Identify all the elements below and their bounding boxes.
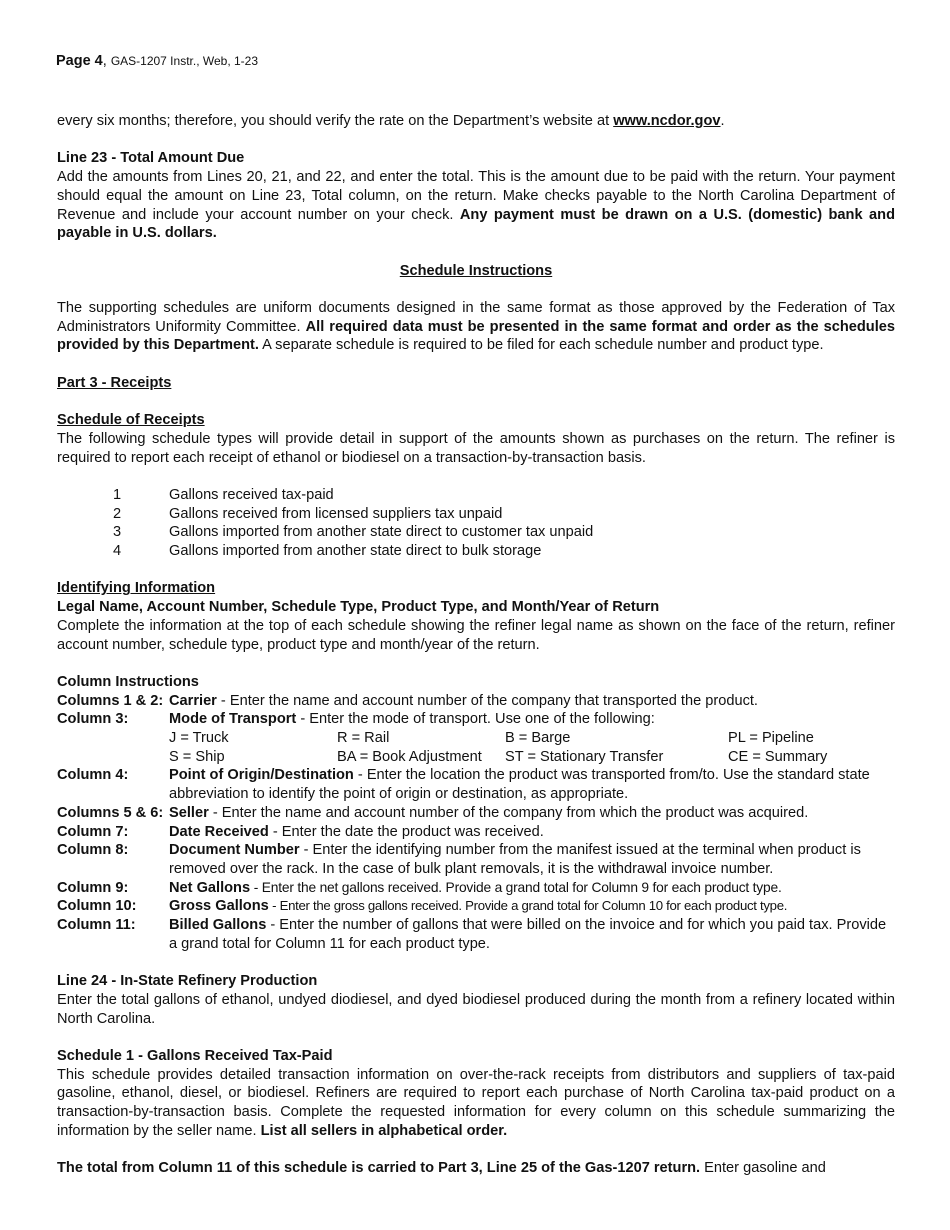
receipts-paragraph: The following schedule types will provide detail in support of the amounts shown as purchases on the return. The refiner is required to report each receipt of ethanol or biodiesel on a transaction-by-transaction basis. — [57, 430, 895, 466]
column-instruction-row — [57, 879, 895, 898]
column-term: Billed Gallons — [169, 917, 267, 934]
column-term: Gross Gallons — [169, 898, 269, 915]
final-text: Enter gasoline and — [700, 1160, 826, 1177]
schedule1-text: This schedule provides detailed transaction information on over-the-rack receipts from distributors and suppliers of tax-paid gasoline, ethanol, diesel, or biodiesel. Refiners are required to report each purchase of North Carolina tax-paid product on a transaction-by-transaction basis. Complete the requested information for every column on this schedule summarizing the information by the seller name. — [57, 1066, 895, 1139]
schedule-bold-text: All required data must be presented in the same format and order as the schedules provided by this Department. — [57, 318, 895, 354]
receipt-types-list — [57, 486, 895, 561]
header-separator: , — [102, 53, 107, 69]
identifying-heading: Identifying Information — [57, 580, 216, 597]
list-item-number: 2 — [113, 505, 122, 522]
schedule-instructions-heading: Schedule Instructions — [399, 262, 553, 279]
schedule1-heading: Schedule 1 - Gallons Received Tax-Paid — [57, 1048, 333, 1064]
column-label: Column 10: — [57, 898, 137, 915]
column-instruction-row — [57, 692, 895, 711]
line23-paragraph — [57, 168, 895, 243]
line24-paragraph: Enter the total gallons of ethanol, undyed diodiesel, and dyed biodiesel produced during the month from a refinery located within North Carolina. — [57, 991, 895, 1027]
ncdor-link[interactable]: www.ncdor.gov — [613, 113, 721, 129]
column-text: - Enter the name and account number of the company from which the product was acquired. — [208, 804, 809, 821]
column-term: Carrier — [169, 692, 217, 709]
column-label: Column 3: — [57, 711, 129, 728]
schedule-text-1: The supporting schedules are uniform documents designed in the same format as those approved by the Federation of Tax Administrators Uniformity Committee. — [57, 299, 895, 335]
column-text: - Enter the identifying number from the manifest issued at the terminal when product is removed over the rack. In the case of bulk plant removals, it is the withdrawal invoice number. — [169, 842, 861, 877]
schedule-text-2: A separate schedule is required to be filed for each schedule number and product type. — [258, 337, 824, 354]
mode-code: PL = Pipeline — [728, 730, 814, 747]
part3-heading: Part 3 - Receipts — [57, 374, 172, 391]
page-number: Page 4 — [56, 53, 103, 69]
column-text: - Enter the number of gallons that were billed on the invoice and for which you paid tax. Provide a grand total for Column 11 for each product type. — [169, 917, 887, 952]
list-item — [113, 542, 895, 561]
list-item-label: Gallons received from licensed suppliers tax unpaid — [169, 505, 503, 522]
column-instructions-heading: Column Instructions — [57, 673, 199, 690]
list-item-label: Gallons imported from another state direct to customer tax unpaid — [169, 524, 594, 541]
intro-text: every six months; therefore, you should verify the rate on the Department’s website at — [57, 113, 614, 129]
receipts-heading: Schedule of Receipts — [57, 412, 205, 429]
column-instruction-row — [57, 916, 895, 953]
identifying-subheading: Legal Name, Account Number, Schedule Type, Product Type, and Month/Year of Return — [57, 599, 660, 616]
column-label: Columns 1 & 2: — [57, 692, 164, 709]
column-label: Column 4: — [57, 767, 129, 784]
mode-code: BA = Book Adjustment — [337, 748, 482, 765]
column-label: Column 7: — [57, 823, 129, 840]
column-text: - Enter the location the product was transported from/to. Use the standard state abbreviation to identify the point of origin or destination, as appropriate. — [169, 767, 870, 803]
column-term: Document Number — [169, 842, 300, 859]
column-text: - Enter the mode of transport. Use one of the following: — [296, 711, 655, 728]
schedule1-bold-text: List all sellers in alphabetical order. — [260, 1122, 508, 1139]
list-item — [113, 523, 895, 542]
line23-text: Add the amounts from Lines 20, 21, and 22, and enter the total. This is the amount due to be paid with the return. Your payment should equal the amount on Line 23, Total column, on the return. Make checks payable to the North Carolina Department of Revenue and include your account number on your check. — [57, 169, 895, 223]
final-paragraph — [57, 1159, 895, 1178]
column-instruction-row — [57, 804, 895, 823]
list-item — [113, 505, 895, 524]
column-text: - Enter the date the product was received. — [268, 823, 544, 840]
list-item — [113, 486, 895, 505]
column-term: Seller — [169, 804, 209, 821]
line24-heading: Line 24 - In-State Refinery Production — [57, 973, 318, 990]
intro-end: . — [720, 113, 725, 129]
column-term: Date Received — [169, 823, 269, 840]
mode-code: S = Ship — [169, 748, 225, 765]
column-label: Column 9: — [57, 879, 129, 896]
transport-modes-grid — [169, 729, 895, 766]
page-header — [56, 53, 258, 69]
column-term: Mode of Transport — [169, 711, 297, 728]
list-item-number: 4 — [113, 543, 122, 560]
document-body — [57, 112, 895, 1178]
schedule1-paragraph — [57, 1066, 895, 1141]
column-term: Net Gallons — [169, 879, 251, 896]
column-label: Column 11: — [57, 917, 136, 934]
mode-code: B = Barge — [505, 730, 571, 747]
schedule-instructions-paragraph — [57, 299, 895, 355]
column-text: - Enter the net gallons received. Provide a grand total for Column 9 for each product type. — [250, 879, 782, 895]
mode-code: ST = Stationary Transfer — [505, 748, 664, 765]
column-text: - Enter the name and account number of the company that transported the product. — [216, 692, 758, 709]
column-instruction-row — [57, 710, 895, 766]
list-item-label: Gallons imported from another state direct to bulk storage — [169, 543, 542, 560]
mode-code: CE = Summary — [728, 748, 828, 765]
intro-paragraph — [57, 112, 895, 131]
line23-bold-text: Any payment must be drawn on a U.S. (domestic) bank and payable in U.S. dollars. — [57, 206, 895, 242]
column-term: Point of Origin/Destination — [169, 767, 354, 784]
list-item-number: 1 — [113, 486, 122, 503]
column-label: Column 8: — [57, 842, 129, 859]
column-label: Columns 5 & 6: — [57, 804, 164, 821]
column-instruction-row — [57, 766, 895, 803]
column-text: - Enter the gross gallons received. Provide a grand total for Column 10 for each product type. — [268, 898, 788, 914]
column-instruction-row — [57, 897, 895, 916]
mode-code: R = Rail — [337, 730, 390, 747]
list-item-label: Gallons received tax-paid — [169, 486, 334, 503]
form-reference: GAS-1207 Instr., Web, 1-23 — [110, 54, 258, 68]
list-item-number: 3 — [113, 524, 122, 541]
column-instruction-row — [57, 823, 895, 842]
identifying-paragraph: Complete the information at the top of each schedule showing the refiner legal name as shown on the face of the return, refiner account number, schedule type, product type and month/year of the return. — [57, 617, 895, 653]
mode-code: J = Truck — [169, 730, 229, 747]
final-bold-text: The total from Column 11 of this schedule is carried to Part 3, Line 25 of the Gas-1207 return. — [57, 1160, 701, 1177]
column-instruction-row — [57, 841, 895, 878]
line23-heading: Line 23 - Total Amount Due — [57, 150, 245, 167]
